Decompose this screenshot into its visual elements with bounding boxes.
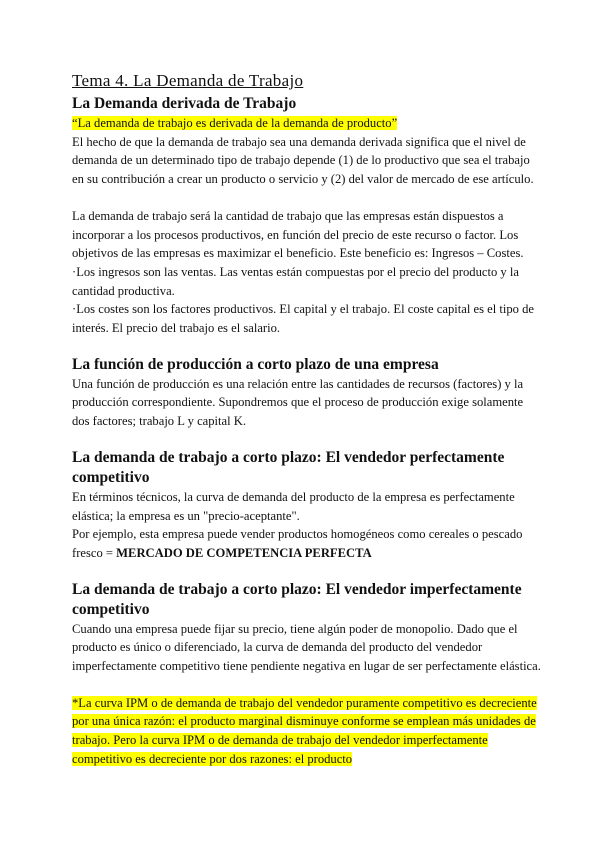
bullet-ingresos: ·Los ingresos son las ventas. Las ventas están compuestas por el precio del producto y la cantidad productiva.	[72, 264, 519, 298]
paragraph-imperfect: Cuando una empresa puede fijar su precio, tiene algún poder de monopolio. Dado que el producto es único o diferenciado, la curva de demanda del producto del vendedor imperfectamente competitivo tiene pendiente negativa en lugar de ser perfectamente elástica.	[72, 621, 541, 674]
document-body	[72, 70, 542, 769]
note-text: *La curva IPM o de demanda de trabajo del vendedor puramente competitivo es decreciente por una única razón: el producto marginal disminuye conforme se emplean más unidades de trabajo. Pero la curva IPM o de demanda de trabajo del vendedor imperfectamente competitivo es decreciente por dos razones: el producto	[72, 695, 537, 766]
paragraph-perfect-elastic: En términos técnicos, la curva de demanda del producto de la empresa es perfectamente elástica; la empresa es un "precio-aceptante".	[72, 489, 515, 523]
paragraph-derived-demand: El hecho de que la demanda de trabajo sea una demanda derivada significa que el nivel de demanda de un determinado tipo de trabajo depende (1) de lo productivo que sea el trabajo en su contribución a crear un producto o servicio y (2) del valor de mercado de ese artículo.	[72, 134, 534, 187]
paragraph-perfect-example	[72, 525, 542, 562]
paragraph-production-function: Una función de producción es una relación entre las cantidades de recursos (factores) y la producción correspondiente. Supondremos que el proceso de producción exige solamente dos factores; trabajo L y capital K.	[72, 376, 524, 429]
page-title: Tema 4. La Demanda de Trabajo	[72, 71, 304, 90]
section-heading-vendedor-imperfecto: La demanda de trabajo a corto plazo: El vendedor imperfectamente competitivo	[72, 580, 522, 618]
section-heading-vendedor-perfecto: La demanda de trabajo a corto plazo: El vendedor perfectamente competitivo	[72, 448, 505, 486]
section-heading-funcion-produccion: La función de producción a corto plazo de una empresa	[72, 355, 439, 373]
perfect-competition-label: MERCADO DE COMPETENCIA PERFECTA	[116, 545, 372, 560]
highlighted-note	[72, 694, 542, 769]
quote-text: “La demanda de trabajo es derivada de la demanda de producto”	[72, 116, 398, 130]
example-lead: Por ejemplo, esta empresa puede vender productos homogéneos como cereales o pescado fresco =	[72, 527, 523, 560]
bullet-costes: ·Los costes son los factores productivos. El capital y el trabajo. El coste capital es el tipo de interés. El precio del trabajo es el salario.	[72, 302, 534, 336]
section-heading-demanda-derivada: La Demanda derivada de Trabajo	[72, 95, 297, 112]
paragraph-labor-demand: La demanda de trabajo será la cantidad de trabajo que las empresas están dispuestos a incorporar a los procesos productivos, en función del precio de este recurso o factor. Los objetivos de las empresas es maximizar el beneficio. Este beneficio es: Ingresos – Costes.	[72, 208, 524, 261]
highlighted-quote	[72, 114, 542, 133]
